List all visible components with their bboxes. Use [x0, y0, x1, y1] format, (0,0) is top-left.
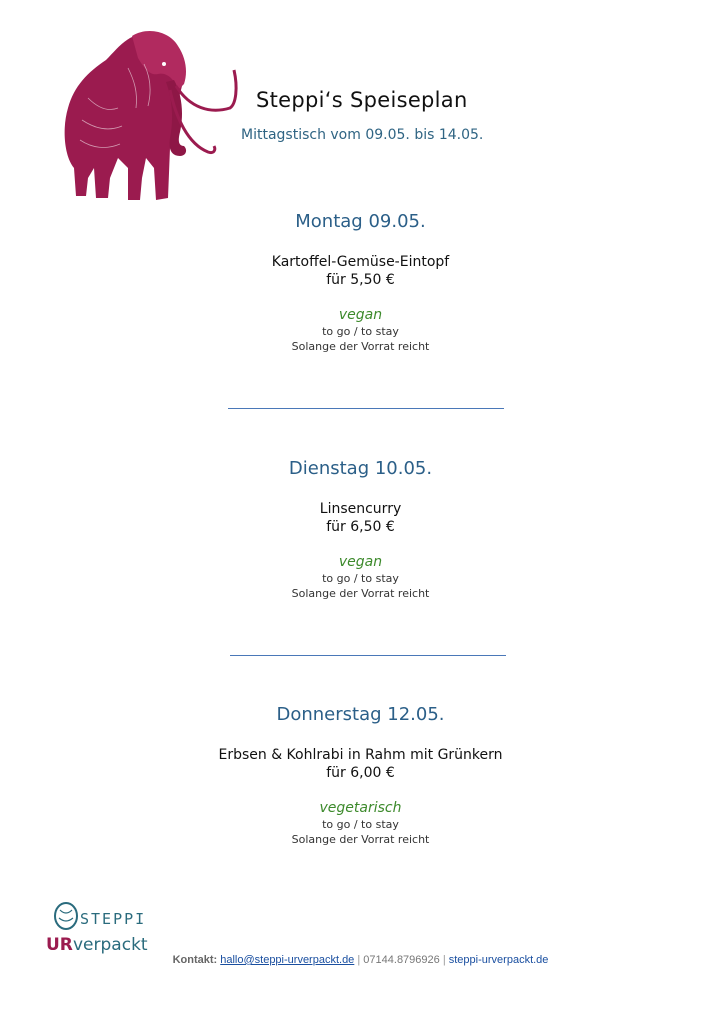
- steppi-urverpackt-logo: [46, 900, 156, 956]
- serving-mode: to go / to stay: [322, 325, 399, 338]
- logo-text-ur: UR: [46, 935, 73, 955]
- contact-label: Kontakt:: [172, 954, 218, 966]
- footer-separator: |: [357, 954, 361, 966]
- dish-name: Linsencurry: [319, 501, 402, 517]
- availability-note: Solange der Vorrat reicht: [291, 587, 430, 600]
- contact-email-link[interactable]: hallo@steppi-urverpackt.de: [220, 954, 355, 966]
- page-title: Steppi‘s Speiseplan: [256, 88, 468, 112]
- day-heading: Donnerstag 12.05.: [276, 704, 445, 725]
- section-divider: [228, 408, 504, 409]
- menu-day-section: [0, 456, 721, 601]
- logo-text-steppi: STEPPI: [80, 910, 147, 928]
- logo-text-verpackt: verpackt: [73, 935, 148, 955]
- availability-note: Solange der Vorrat reicht: [291, 340, 430, 353]
- diet-label: vegan: [338, 554, 383, 570]
- diet-label: vegetarisch: [319, 800, 402, 816]
- serving-mode: to go / to stay: [322, 572, 399, 585]
- page-subtitle: Mittagstisch vom 09.05. bis 14.05.: [241, 127, 484, 143]
- serving-mode: to go / to stay: [322, 818, 399, 831]
- diet-label: vegan: [338, 307, 383, 323]
- logo-seed-icon: [55, 903, 77, 929]
- mammoth-eye: [162, 62, 166, 66]
- dish-name: Kartoffel-Gemüse-Eintopf: [271, 254, 450, 270]
- footer-separator: |: [442, 954, 446, 966]
- contact-footer: [0, 954, 721, 966]
- day-heading: Montag 09.05.: [295, 211, 426, 232]
- mammoth-illustration: [58, 28, 243, 206]
- contact-website-link[interactable]: steppi-urverpackt.de: [448, 954, 549, 966]
- availability-note: Solange der Vorrat reicht: [291, 833, 430, 846]
- contact-phone: 07144.8796926: [363, 954, 440, 966]
- day-heading: Dienstag 10.05.: [288, 458, 433, 479]
- menu-day-section: [0, 702, 721, 847]
- dish-price: für 5,50 €: [326, 272, 395, 288]
- dish-price: für 6,50 €: [326, 519, 395, 535]
- menu-day-section: [0, 209, 721, 354]
- section-divider: [230, 655, 506, 656]
- dish-price: für 6,00 €: [326, 765, 395, 781]
- dish-name: Erbsen & Kohlrabi in Rahm mit Grünkern: [218, 747, 503, 763]
